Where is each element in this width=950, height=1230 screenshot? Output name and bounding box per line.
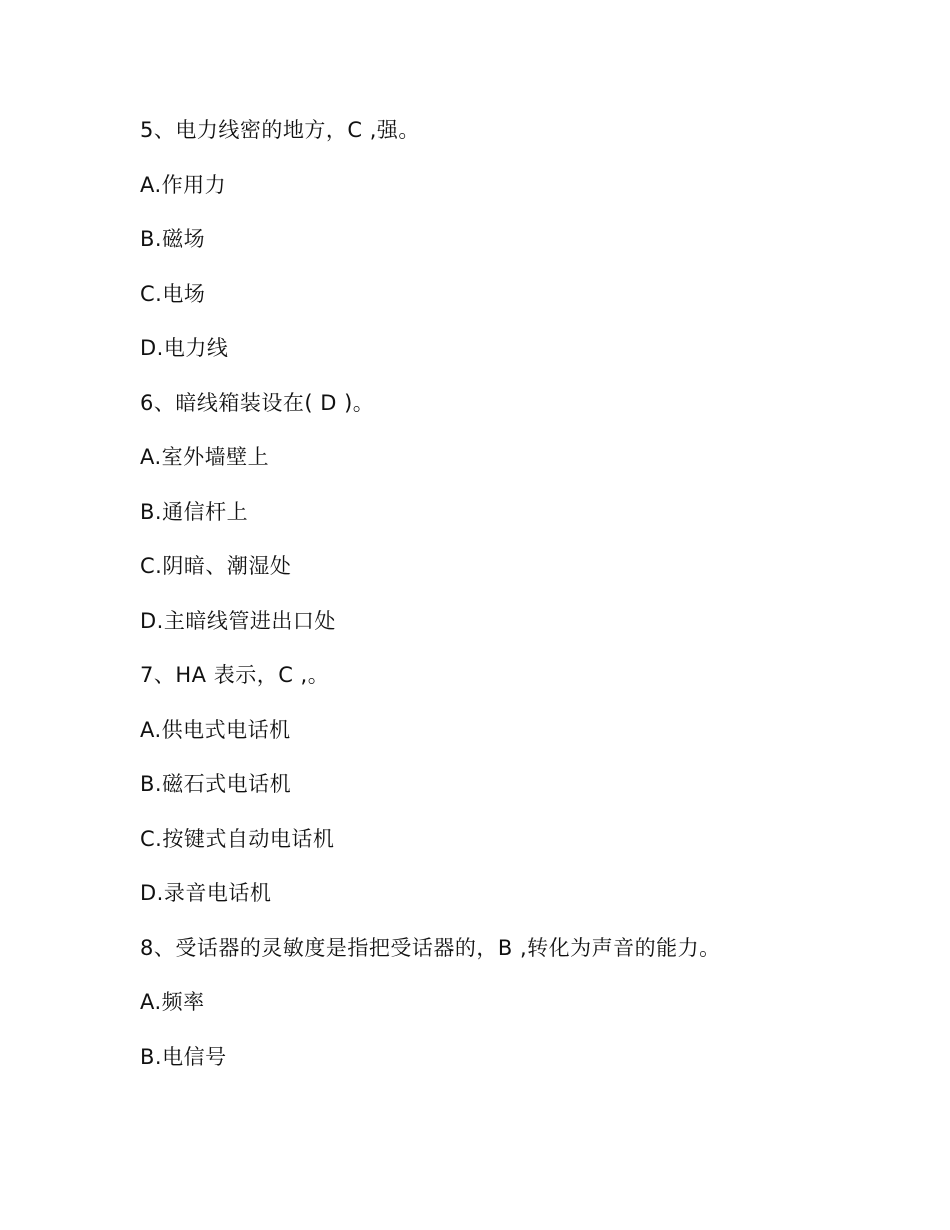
question-8-option-a: A.频率 — [140, 990, 205, 1014]
question-7: 7、HA 表示，C ,。 — [140, 663, 330, 687]
question-6-option-a: A.室外墙壁上 — [140, 445, 270, 469]
question-5-option-a: A.作用力 — [140, 172, 227, 197]
question-5-option-c: C.电场 — [140, 281, 206, 306]
question-list — [140, 115, 920, 1096]
question-7-option-d: D.录音电话机 — [140, 881, 272, 905]
question-6-option-b: B.通信杆上 — [140, 499, 249, 524]
question-7-option-a: A.供电式电话机 — [140, 717, 291, 742]
question-5-option-d: D.电力线 — [140, 336, 229, 360]
question-5-option-b: B.磁场 — [140, 227, 206, 251]
question-6: 6、暗线箱装设在( D )。 — [140, 390, 375, 415]
question-5: 5、电力线密的地方，C ,强。 — [140, 118, 420, 142]
question-8: 8、受话器的灵敏度是指把受话器的，B ,转化为声音的能力。 — [140, 935, 721, 960]
question-6-option-d: D.主暗线管进出口处 — [140, 608, 336, 633]
question-6-option-c: C.阴暗、潮湿处 — [140, 554, 292, 578]
question-7-option-b: B.磁石式电话机 — [140, 772, 292, 796]
question-8-option-b: B.电信号 — [140, 1044, 227, 1069]
question-7-option-c: C.按键式自动电话机 — [140, 826, 335, 851]
